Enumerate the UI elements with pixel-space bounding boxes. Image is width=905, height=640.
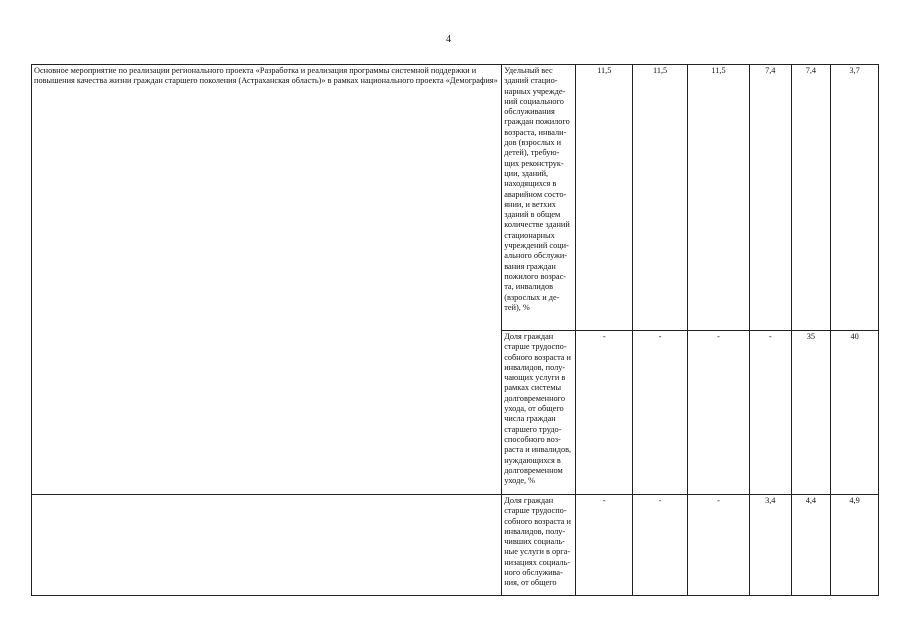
indicator-line: чивших социаль-	[504, 537, 565, 547]
page-number: 4	[446, 34, 451, 45]
table-row	[32, 495, 879, 596]
value-cell: -	[576, 495, 633, 596]
indicator-cell	[502, 331, 576, 495]
indicator-line: Доля граждан	[504, 332, 554, 341]
indicator-line: долговременном	[504, 465, 563, 475]
table-row	[32, 65, 879, 331]
indicator-line: нуждающихся в	[504, 455, 561, 465]
indicator-line: Доля граждан	[504, 496, 554, 505]
indicator-line: инвалидов, полу-	[504, 362, 566, 372]
indicator-line: уходе, %	[504, 476, 536, 486]
indicator-line: низациях социаль-	[504, 557, 571, 567]
value-cell: 7,4	[749, 65, 791, 331]
value-cell: -	[576, 331, 633, 495]
indicator-line: янии, и ветхих	[504, 199, 556, 209]
value-cell: 11,5	[633, 65, 688, 331]
value-cell: -	[633, 495, 688, 596]
indicator-line: Удельный вес	[504, 66, 553, 75]
indicator-line: обслуживания	[504, 107, 555, 117]
indicator-line: ного обслужива-	[504, 568, 563, 578]
indicator-line: ния, от общего	[504, 578, 557, 588]
value-cell: 40	[831, 331, 879, 495]
indicator-line: (взрослых и де-	[504, 292, 560, 302]
indicator-line: щих реконструк-	[504, 158, 564, 168]
indicator-line: учреждений соци-	[504, 241, 569, 251]
indicator-line: граждан пожилого	[504, 117, 570, 127]
indicator-line: дов (взрослых и	[504, 138, 562, 148]
indicator-line: собного возраста и	[504, 516, 571, 526]
indicator-line: зданий в общем	[504, 210, 561, 220]
indicator-line: нарных учрежде-	[504, 86, 566, 96]
value-cell: -	[749, 331, 791, 495]
indicator-line: способного воз-	[504, 434, 561, 444]
value-cell: 7,4	[791, 65, 831, 331]
indicator-line: ции, зданий,	[504, 168, 549, 178]
indicator-line: собного возраста и	[504, 352, 571, 362]
indicator-line: чающих услуги в	[504, 373, 566, 383]
indicator-line: детей), требую-	[504, 148, 560, 158]
value-cell: -	[688, 495, 750, 596]
indicator-line: старшего трудо-	[504, 424, 562, 434]
activity-cell	[32, 495, 502, 596]
indicators-table	[31, 64, 879, 596]
indicator-line: тей), %	[504, 302, 530, 312]
indicator-line: зданий стацио-	[504, 76, 558, 86]
value-cell: -	[688, 331, 750, 495]
value-cell: 3,7	[831, 65, 879, 331]
indicator-line: возраста, инвали-	[504, 127, 567, 137]
indicator-line: числа граждан	[504, 414, 556, 424]
indicator-line: вания граждан	[504, 261, 556, 271]
indicator-line: аварийном состо-	[504, 189, 567, 199]
indicator-cell	[502, 65, 576, 331]
indicator-line: старше трудоспо-	[504, 506, 567, 516]
indicator-line: ний социального	[504, 96, 564, 106]
value-cell: 4,9	[831, 495, 879, 596]
indicator-line: стационарных	[504, 230, 555, 240]
activity-cell: Основное мероприятие по реализации регионального проекта «Разработка и реализация программы системной поддержки и повышения качества жизни граждан старшего поколения (Астраханская область)» в рамках национального проекта «Демография»	[32, 65, 502, 495]
indicator-line: ального обслужи-	[504, 251, 568, 261]
indicator-line: инвалидов, полу-	[504, 526, 566, 536]
indicator-cell	[502, 495, 576, 596]
value-cell: 4,4	[791, 495, 831, 596]
indicator-line: та, инвалидов	[504, 282, 554, 292]
value-cell: 35	[791, 331, 831, 495]
indicator-line: пожилого возрас-	[504, 271, 567, 281]
indicator-line: раста и инвалидов,	[504, 445, 572, 455]
value-cell: 11,5	[688, 65, 750, 331]
indicator-line: находящихся в	[504, 179, 557, 189]
indicator-line: ные услуги в орга-	[504, 547, 571, 557]
indicator-line: ухода, от общего	[504, 404, 564, 414]
indicator-line: старше трудоспо-	[504, 342, 567, 352]
indicator-line: количестве зданий	[504, 220, 570, 230]
value-cell: -	[633, 331, 688, 495]
value-cell: 3,4	[749, 495, 791, 596]
indicator-line: долговременного	[504, 393, 566, 403]
value-cell: 11,5	[576, 65, 633, 331]
indicator-line: рамках системы	[504, 383, 562, 393]
